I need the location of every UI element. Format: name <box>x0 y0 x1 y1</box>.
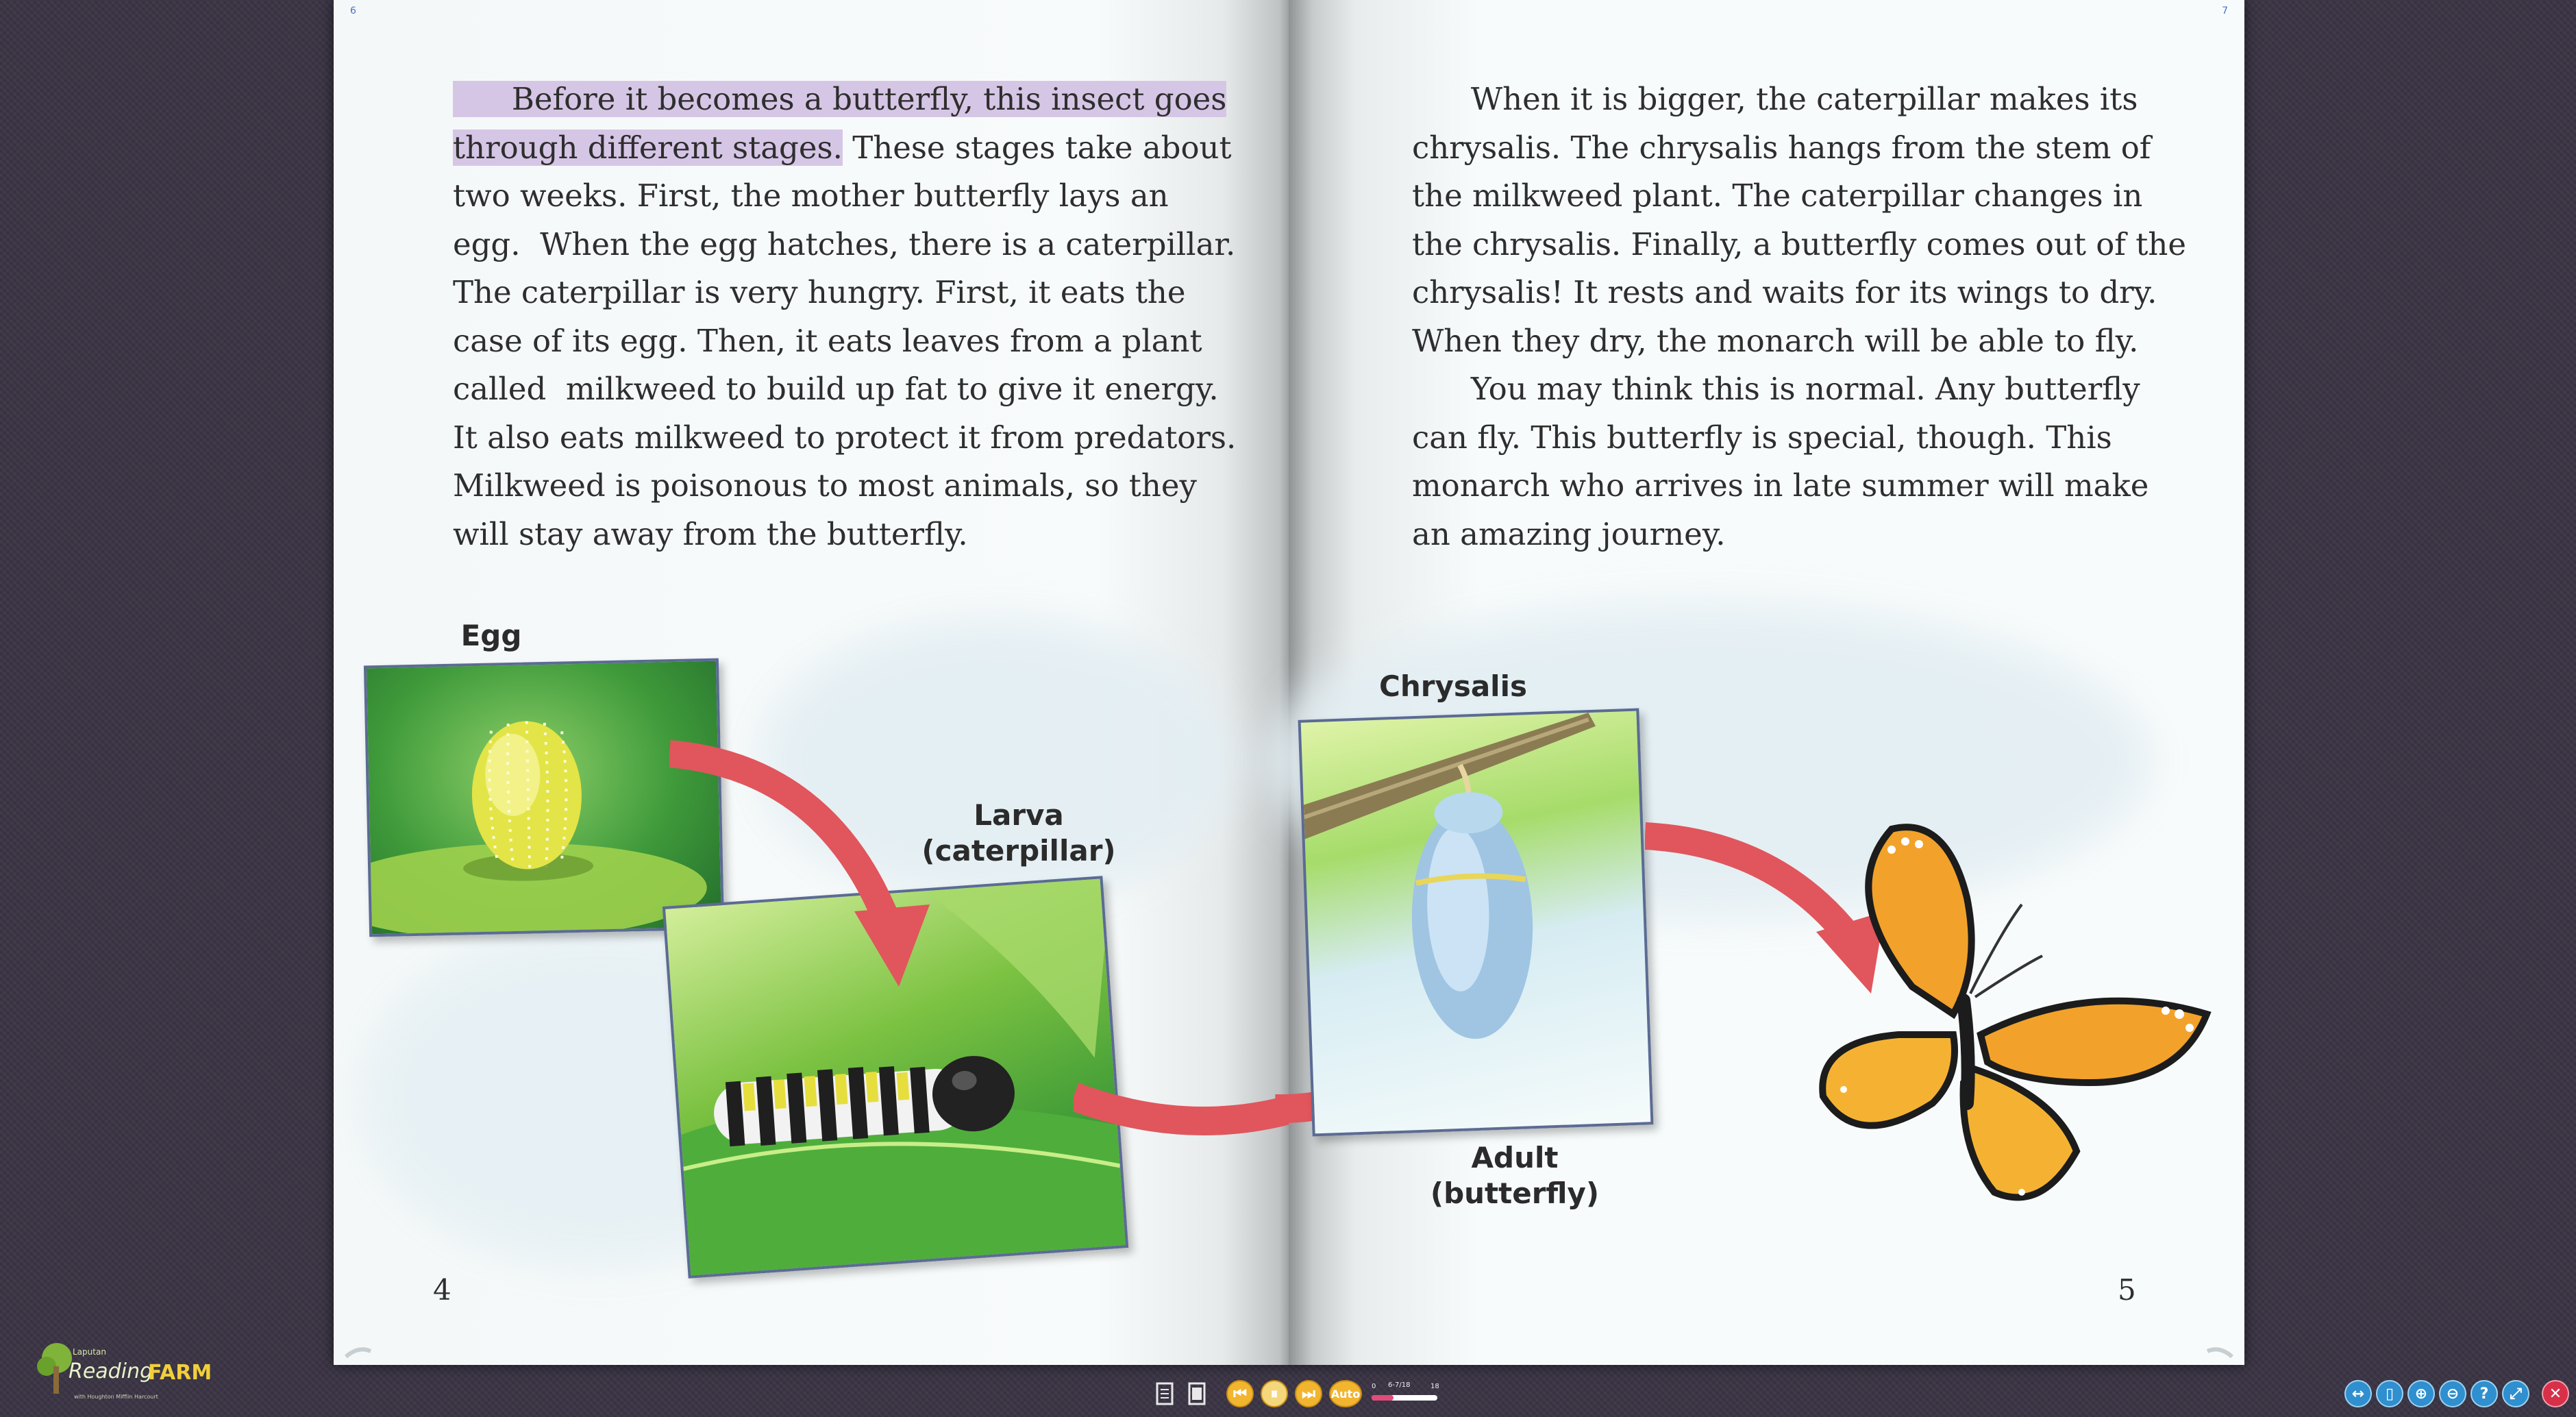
fullscreen-icon: ⤢ <box>2510 1385 2522 1403</box>
left-page-text <box>453 75 1236 558</box>
arrow-larva-to-chrysalis-left <box>1074 1028 1289 1151</box>
fit-width-button[interactable] <box>2344 1380 2372 1407</box>
label-egg: Egg <box>460 619 522 652</box>
single-page-button[interactable] <box>2376 1380 2403 1407</box>
fit-width-icon: ↔ <box>2351 1385 2365 1403</box>
next-icon: ⏭ <box>1302 1385 1315 1403</box>
page-single-icon <box>1154 1381 1175 1406</box>
page-number-right: 5 <box>2118 1273 2136 1307</box>
slider-current-label: 6-7/18 <box>1388 1381 1411 1389</box>
close-button[interactable] <box>2542 1380 2569 1407</box>
book-spread <box>334 0 2244 1365</box>
fullscreen-button[interactable] <box>2502 1380 2529 1407</box>
page-curl-left-icon[interactable] <box>345 1344 372 1359</box>
left-page[interactable] <box>334 0 1289 1365</box>
left-text-rest: two weeks. First, the mother butterfly lays an egg. When the egg hatches, there is a caterpillar. The caterpillar is very hungry. First, it eats the case of its egg. Then, it eats leaves from a plant called milkweed to build up fat to give it energy. It also eats milkweed to protect it from predators. Milkweed is poisonous to most animals, so they will stay away from the butterfly. <box>453 177 1237 552</box>
zoom-out-icon: ⊖ <box>2446 1385 2460 1403</box>
close-icon: ✕ <box>2549 1385 2562 1403</box>
auto-play-button[interactable]: Auto <box>1329 1380 1362 1407</box>
play-pause-button[interactable] <box>1261 1380 1288 1407</box>
next-page-button[interactable] <box>1295 1380 1322 1407</box>
left-page-index: 6 <box>350 5 356 16</box>
highlighted-sentence-part1: Before it becomes a butterfly, this insect goes <box>453 81 1227 117</box>
help-button[interactable] <box>2470 1380 2498 1407</box>
egg-icon <box>367 661 721 935</box>
zoom-in-icon: ⊕ <box>2414 1385 2428 1403</box>
zoom-out-button[interactable] <box>2439 1380 2466 1407</box>
slider-fill <box>1372 1395 1394 1401</box>
play-pause-icon: ⏸ <box>1270 1385 1278 1403</box>
single-page-view-button[interactable] <box>1153 1380 1176 1407</box>
logo-reading: Reading <box>69 1359 153 1383</box>
chrysalis-icon <box>1301 711 1651 1134</box>
left-text-line2-rest: These stages take about <box>842 129 1232 166</box>
right-page-index: 7 <box>2222 5 2228 16</box>
help-icon: ? <box>2479 1385 2489 1403</box>
butterfly-icon <box>1796 809 2220 1220</box>
double-page-view-button[interactable] <box>1185 1380 1209 1407</box>
label-larva: Larva (caterpillar) <box>921 798 1116 867</box>
right-page[interactable] <box>1289 0 2244 1365</box>
logo-small-text: Laputan <box>73 1347 106 1357</box>
page-slider[interactable] <box>1372 1381 1440 1409</box>
zoom-in-button[interactable] <box>2407 1380 2435 1407</box>
label-chrysalis: Chrysalis <box>1379 669 1527 703</box>
arrow-egg-to-larva <box>669 740 943 994</box>
reader-toolbar <box>0 1365 2576 1417</box>
chrysalis-illustration <box>1298 708 1654 1136</box>
previous-page-button[interactable] <box>1226 1380 1254 1407</box>
logo-farm: FARM <box>148 1361 212 1385</box>
single-page-icon: ▯ <box>2385 1385 2394 1403</box>
page-number-left: 4 <box>433 1273 451 1307</box>
label-adult: Adult (butterfly) <box>1430 1141 1600 1210</box>
previous-icon: ⏮ <box>1233 1385 1247 1403</box>
right-page-text: When it is bigger, the caterpillar makes its chrysalis. The chrysalis hangs from the stem of the milkweed plant. The caterpillar changes in the chrysalis. Finally, a butterfly comes out of the chrysalis! It rests and waits for its wings to dry. When they dry, the monarch will be able to fly. You may think this is normal. Any butterfly can fly. This butterfly is special, though. This monarch who arrives in late summer will make an amazing journey. <box>1412 81 2186 552</box>
page-double-icon <box>1187 1381 1207 1406</box>
logo-subtext: with Houghton Mifflin Harcourt <box>74 1394 158 1400</box>
slider-min-label: 0 <box>1372 1383 1376 1390</box>
highlighted-sentence-part2: through different stages. <box>453 129 843 166</box>
page-curl-right-icon[interactable] <box>2206 1344 2233 1359</box>
slider-max-label: 18 <box>1431 1383 1439 1390</box>
